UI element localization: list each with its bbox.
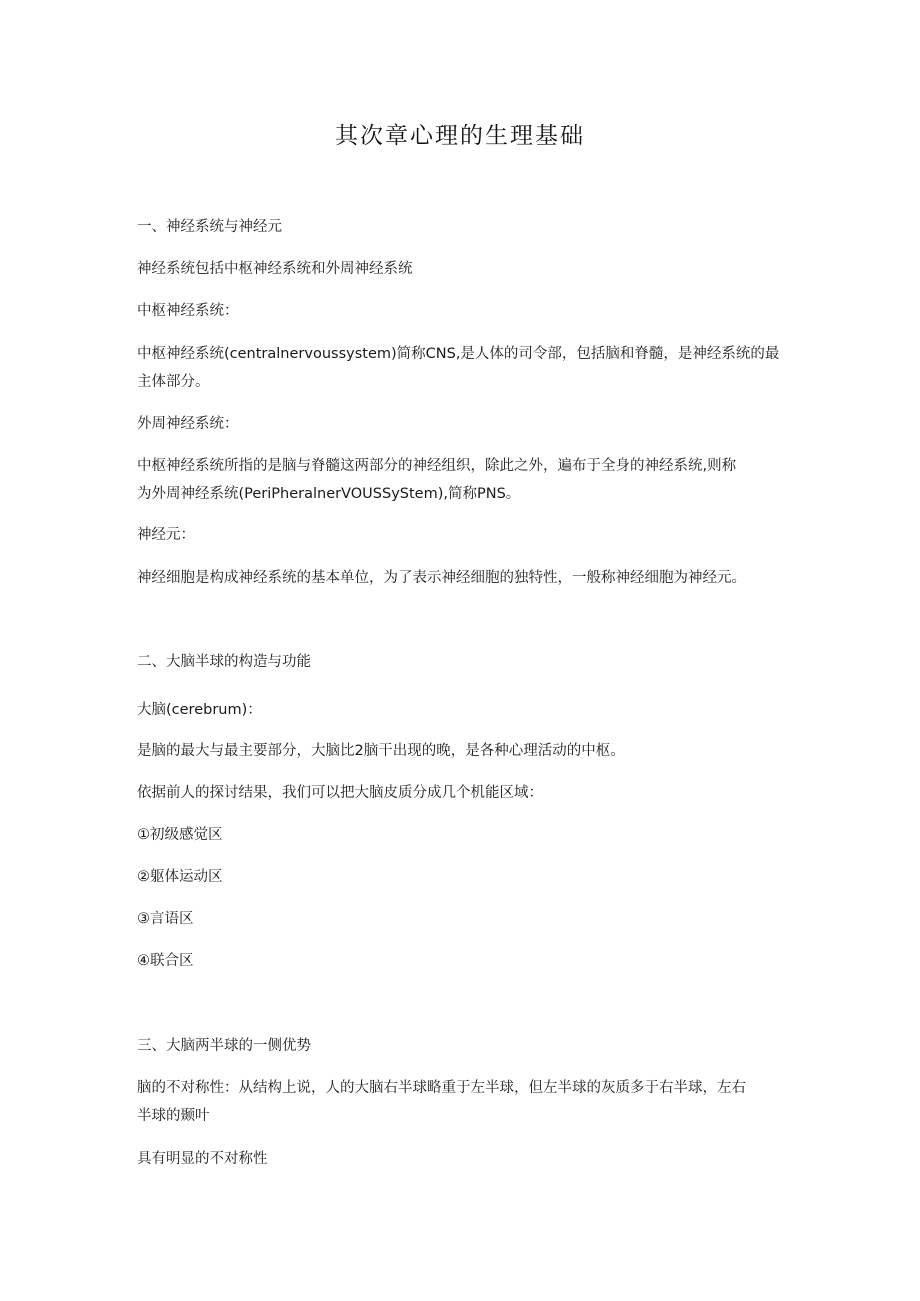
list-item: ②躯体运动区 [137,869,223,885]
subheading-pns: 外周神经系统： [137,416,239,432]
subheading-cns: 中枢神经系统： [137,303,239,319]
section-heading-2: 二、大脑半球的构造与功能 [137,654,311,670]
paragraph-pns-line-2: 为外周神经系统(PeriPheralnerVOUSSyStem),简称PNS。 [137,486,521,502]
list-item: ④联合区 [137,953,194,969]
paragraph-pns-line-1: 中枢神经系统所指的是脑与脊髓这两部分的神经组织，除此之外，遍布于全身的神经系统,则称 [137,458,737,474]
paragraph-cns-line-1: 中枢神经系统(centralnervoussystem)简称CNS,是人体的司令部，包括脑和脊髓，是神经系统的最 [137,346,780,362]
list-item: ①初级感觉区 [137,827,223,843]
paragraph-asymmetry-line-1: 脑的不对称性：从结构上说，人的大脑右半球略重于左半球，但左半球的灰质多于右半球，左右 [137,1080,746,1096]
list-item: ③言语区 [137,911,194,927]
page-title: 其次章心理的生理基础 [335,123,585,149]
paragraph: 是脑的最大与最主要部分，大脑比2脑干出现的晚，是各种心理活动的中枢。 [137,743,625,759]
paragraph: 具有明显的不对称性 [137,1151,268,1167]
paragraph: 依据前人的探讨结果，我们可以把大脑皮质分成几个机能区域： [137,785,543,801]
paragraph-cns-line-2: 主体部分。 [137,374,210,390]
section-heading-3: 三、大脑两半球的一侧优势 [137,1038,311,1054]
paragraph-neuron: 神经细胞是构成神经系统的基本单位，为了表示神经细胞的独特性，一般称神经细胞为神经元。 [137,570,746,586]
section-heading-1: 一、神经系统与神经元 [137,219,282,235]
subheading-neuron: 神经元： [137,527,195,543]
paragraph-asymmetry-line-2: 半球的颞叶 [137,1108,210,1124]
subheading-cerebrum: 大脑(cerebrum)： [137,702,262,718]
paragraph: 神经系统包括中枢神经系统和外周神经系统 [137,261,413,277]
